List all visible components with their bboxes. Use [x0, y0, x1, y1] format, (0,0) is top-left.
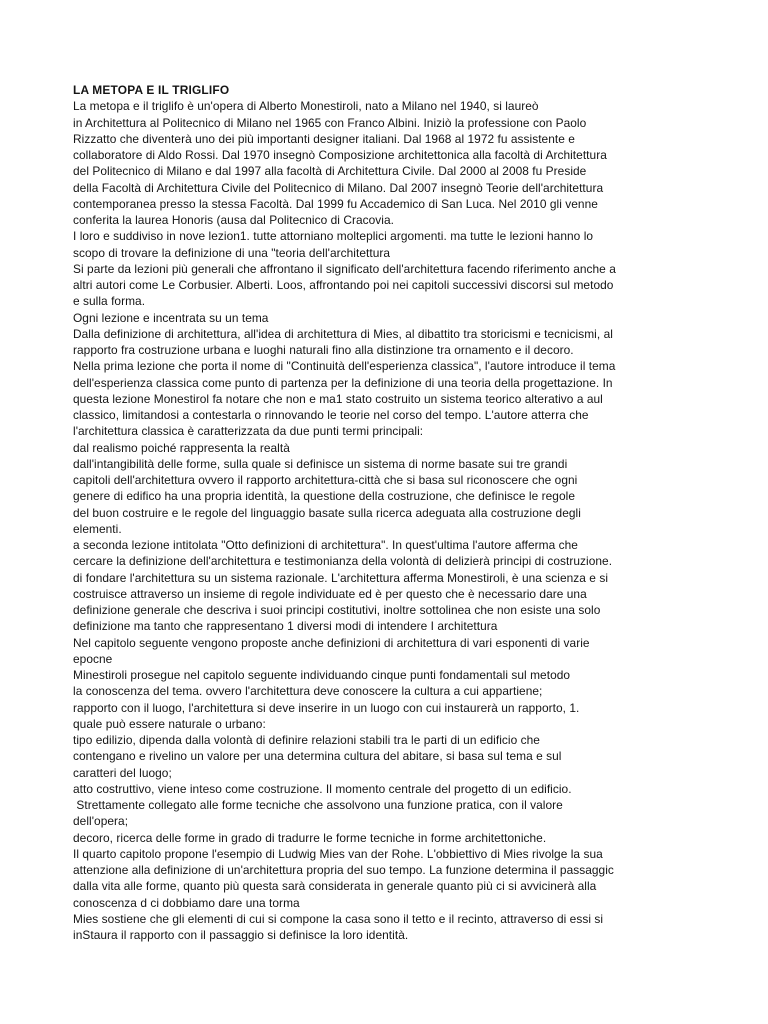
text-line: elementi. [73, 521, 122, 536]
text-line: definizione ma tanto che rappresentano 1 diversi modi di intendere I architettura [73, 619, 498, 634]
text-line: dell'opera; [73, 814, 129, 829]
text-line: quale può essere naturale o urbano: [73, 716, 266, 731]
text-line: la conoscenza del tema. ovvero l'architettura deve conoscere la cultura a cui appartiene; [73, 684, 543, 699]
text-line: Nel capitolo seguente vengono proposte anche definizioni di architettura di vari esponenti di varie [73, 635, 590, 650]
text-line: in Architettura al Politecnico di Milano nel 1965 con Franco Albini. Iniziò la professione con Paolo [73, 115, 587, 130]
text-line: dell'esperienza classica come punto di partenza per la definizione di una teoria della progettazione. In [73, 375, 613, 390]
text-line: cercare la definizione dell'architettura e testimonianza della volontà di delizierà principi di costruzione. [73, 554, 613, 569]
text-line: Minestiroli prosegue nel capitolo seguente individuando cinque punti fondamentali sul metodo [73, 668, 571, 682]
text-line: a seconda lezione intitolata "Otto definizioni di architettura". In quest'ultima l'autore afferma che [73, 538, 578, 552]
text-line: Rizzatto che diventerà uno dei più importanti designer italiani. Dal 1968 al 1972 fu assistente e [73, 131, 575, 146]
text-line: definizione generale che descriva i suoi principi costitutivi, inoltre sottolinea che non esiste una solo [73, 603, 601, 617]
text-line: altri autori come Le Corbusier. Alberti. Loos, affrontando poi nei capitoli successivi discorsi sul metodo [73, 278, 614, 292]
text-line: rapporto fra costruzione urbana e luoghi naturali fino alla distinzione tra ornamento e il decoro. [73, 343, 574, 357]
text-line: Il quarto capitolo propone l'esempio di Ludwig Mies van der Rohe. L'obbiettivo di Mies rivolge la sua [73, 846, 603, 861]
text-line: attenzione alla definizione di un'architettura propria del suo tempo. La funzione determina il passaggic [73, 863, 614, 877]
text-line: dall'intangibilità delle forme, sulla quale si definisce un sistema di norme basate sui tre grandi [73, 456, 568, 471]
text-line: Mies sostiene che gli elementi di cui si compone la casa sono il tetto e il recinto, attraverso di essi si [73, 911, 604, 926]
text-line: La metopa e il triglifo è un'opera di Alberto Monestiroli, nato a Milano nel 1940, si laureò [73, 99, 539, 114]
document-body [73, 82, 753, 943]
text-line: Si parte da lezioni più generali che affrontano il significato dell'architettura facendo riferimento anche a [73, 261, 616, 276]
text-line: decoro, ricerca delle forme in grado di tradurre le forme tecniche in forme architettoniche. [73, 830, 547, 845]
text-line: collaboratore di Aldo Rossi. Dal 1970 insegnò Composizione architettonica alla facoltà di Architettura [73, 148, 607, 162]
text-line: Strettamente collegato alle forme tecniche che assolvono una funzione pratica, con il valore [73, 798, 563, 812]
text-line: di fondare l'architettura su un sistema razionale. L'architettura afferma Monestiroli, è una scienza e si [73, 570, 609, 585]
text-line: conferita la laurea Honoris (ausa dal Politecnico di Cracovia. [73, 213, 395, 227]
text-line: genere di edifico ha una propria identità, la questione della costruzione, che definisce le regole [73, 489, 575, 504]
text-line: questa lezione Monestirol fa notare che non e ma1 stato costruito un sistema teorico alterativo a aul [73, 391, 603, 406]
text-line: caratteri del luogo; [73, 765, 172, 780]
text-line: conoscenza d ci dobbiamo dare una torma [73, 895, 300, 910]
text-line: I loro e suddiviso in nove lezion1. tutte attorniano molteplici argomenti. ma tutte le lezioni hanno lo [73, 229, 594, 244]
document-title: LA METOPA E IL TRIGLIFO [73, 83, 230, 97]
text-line: capitoli dell'architettura ovvero il rapporto architettura-città che si basa sul riconoscere che ogni [73, 473, 578, 487]
text-line: tipo edilizio, dipenda dalla volontà di definire relazioni stabili tra le parti di un edificio che [73, 733, 540, 747]
text-line: dal realismo poiché rappresenta la realtà [73, 440, 290, 455]
text-line: classico, limitandosi a contestarla o rinnovando le teorie nel corso del tempo. L'autore atterra che [73, 408, 589, 422]
text-line: rapporto con il luogo, l'architettura si deve inserire in un luogo con cui instaurerà un rapporto, 1. [73, 700, 580, 715]
text-line: Dalla definizione di architettura, all'idea di architettura di Mies, al dibattito tra storicismi e tecnicismi, al [73, 326, 613, 341]
text-line: contemporanea presso la stessa Facoltà. Dal 1999 fu Accademico di San Luca. Nel 2010 gli venne [73, 196, 598, 211]
text-line: dalla vita alle forme, quanto più questa sarà considerata in generale quanto più ci si avvicinerà alla [73, 879, 597, 894]
text-line: Nella prima lezione che porta il nome di "Continuità dell'esperienza classica", l'autore introduce il tema [73, 359, 616, 374]
text-line: l'architettura classica è caratterizzata da due punti termi principali: [73, 424, 424, 439]
text-line: inStaura il rapporto con il passaggio si definisce la loro identità. [73, 928, 409, 942]
text-line: contengano e rivelino un valore per una determina cultura del abitare, si basa sul tema e sul [73, 749, 562, 764]
text-line: Ogni lezione e incentrata su un tema [73, 310, 269, 325]
text-line: epocne [73, 651, 113, 666]
text-line: scopo di trovare la definizione di una "teoria dell'architettura [73, 245, 391, 260]
text-line: del buon costruire e le regole del linguaggio basate sulla ricerca adeguata alla costruzione degli [73, 505, 581, 520]
text-line: della Facoltà di Architettura Civile del Politecnico di Milano. Dal 2007 insegnò Teorie dell'architettura [73, 180, 604, 195]
text-line: del Politecnico di Milano e dal 1997 alla facoltà di Architettura Civile. Dal 2000 al 2008 fu Preside [73, 164, 587, 179]
text-line: atto costruttivo, viene inteso come costruzione. Il momento centrale del progetto di un edificio. [73, 781, 572, 796]
text-line: costruisce attraverso un insieme di regole individuate ed è per questo che è necessario dare una [73, 586, 587, 601]
text-line: e sulla forma. [73, 294, 146, 309]
